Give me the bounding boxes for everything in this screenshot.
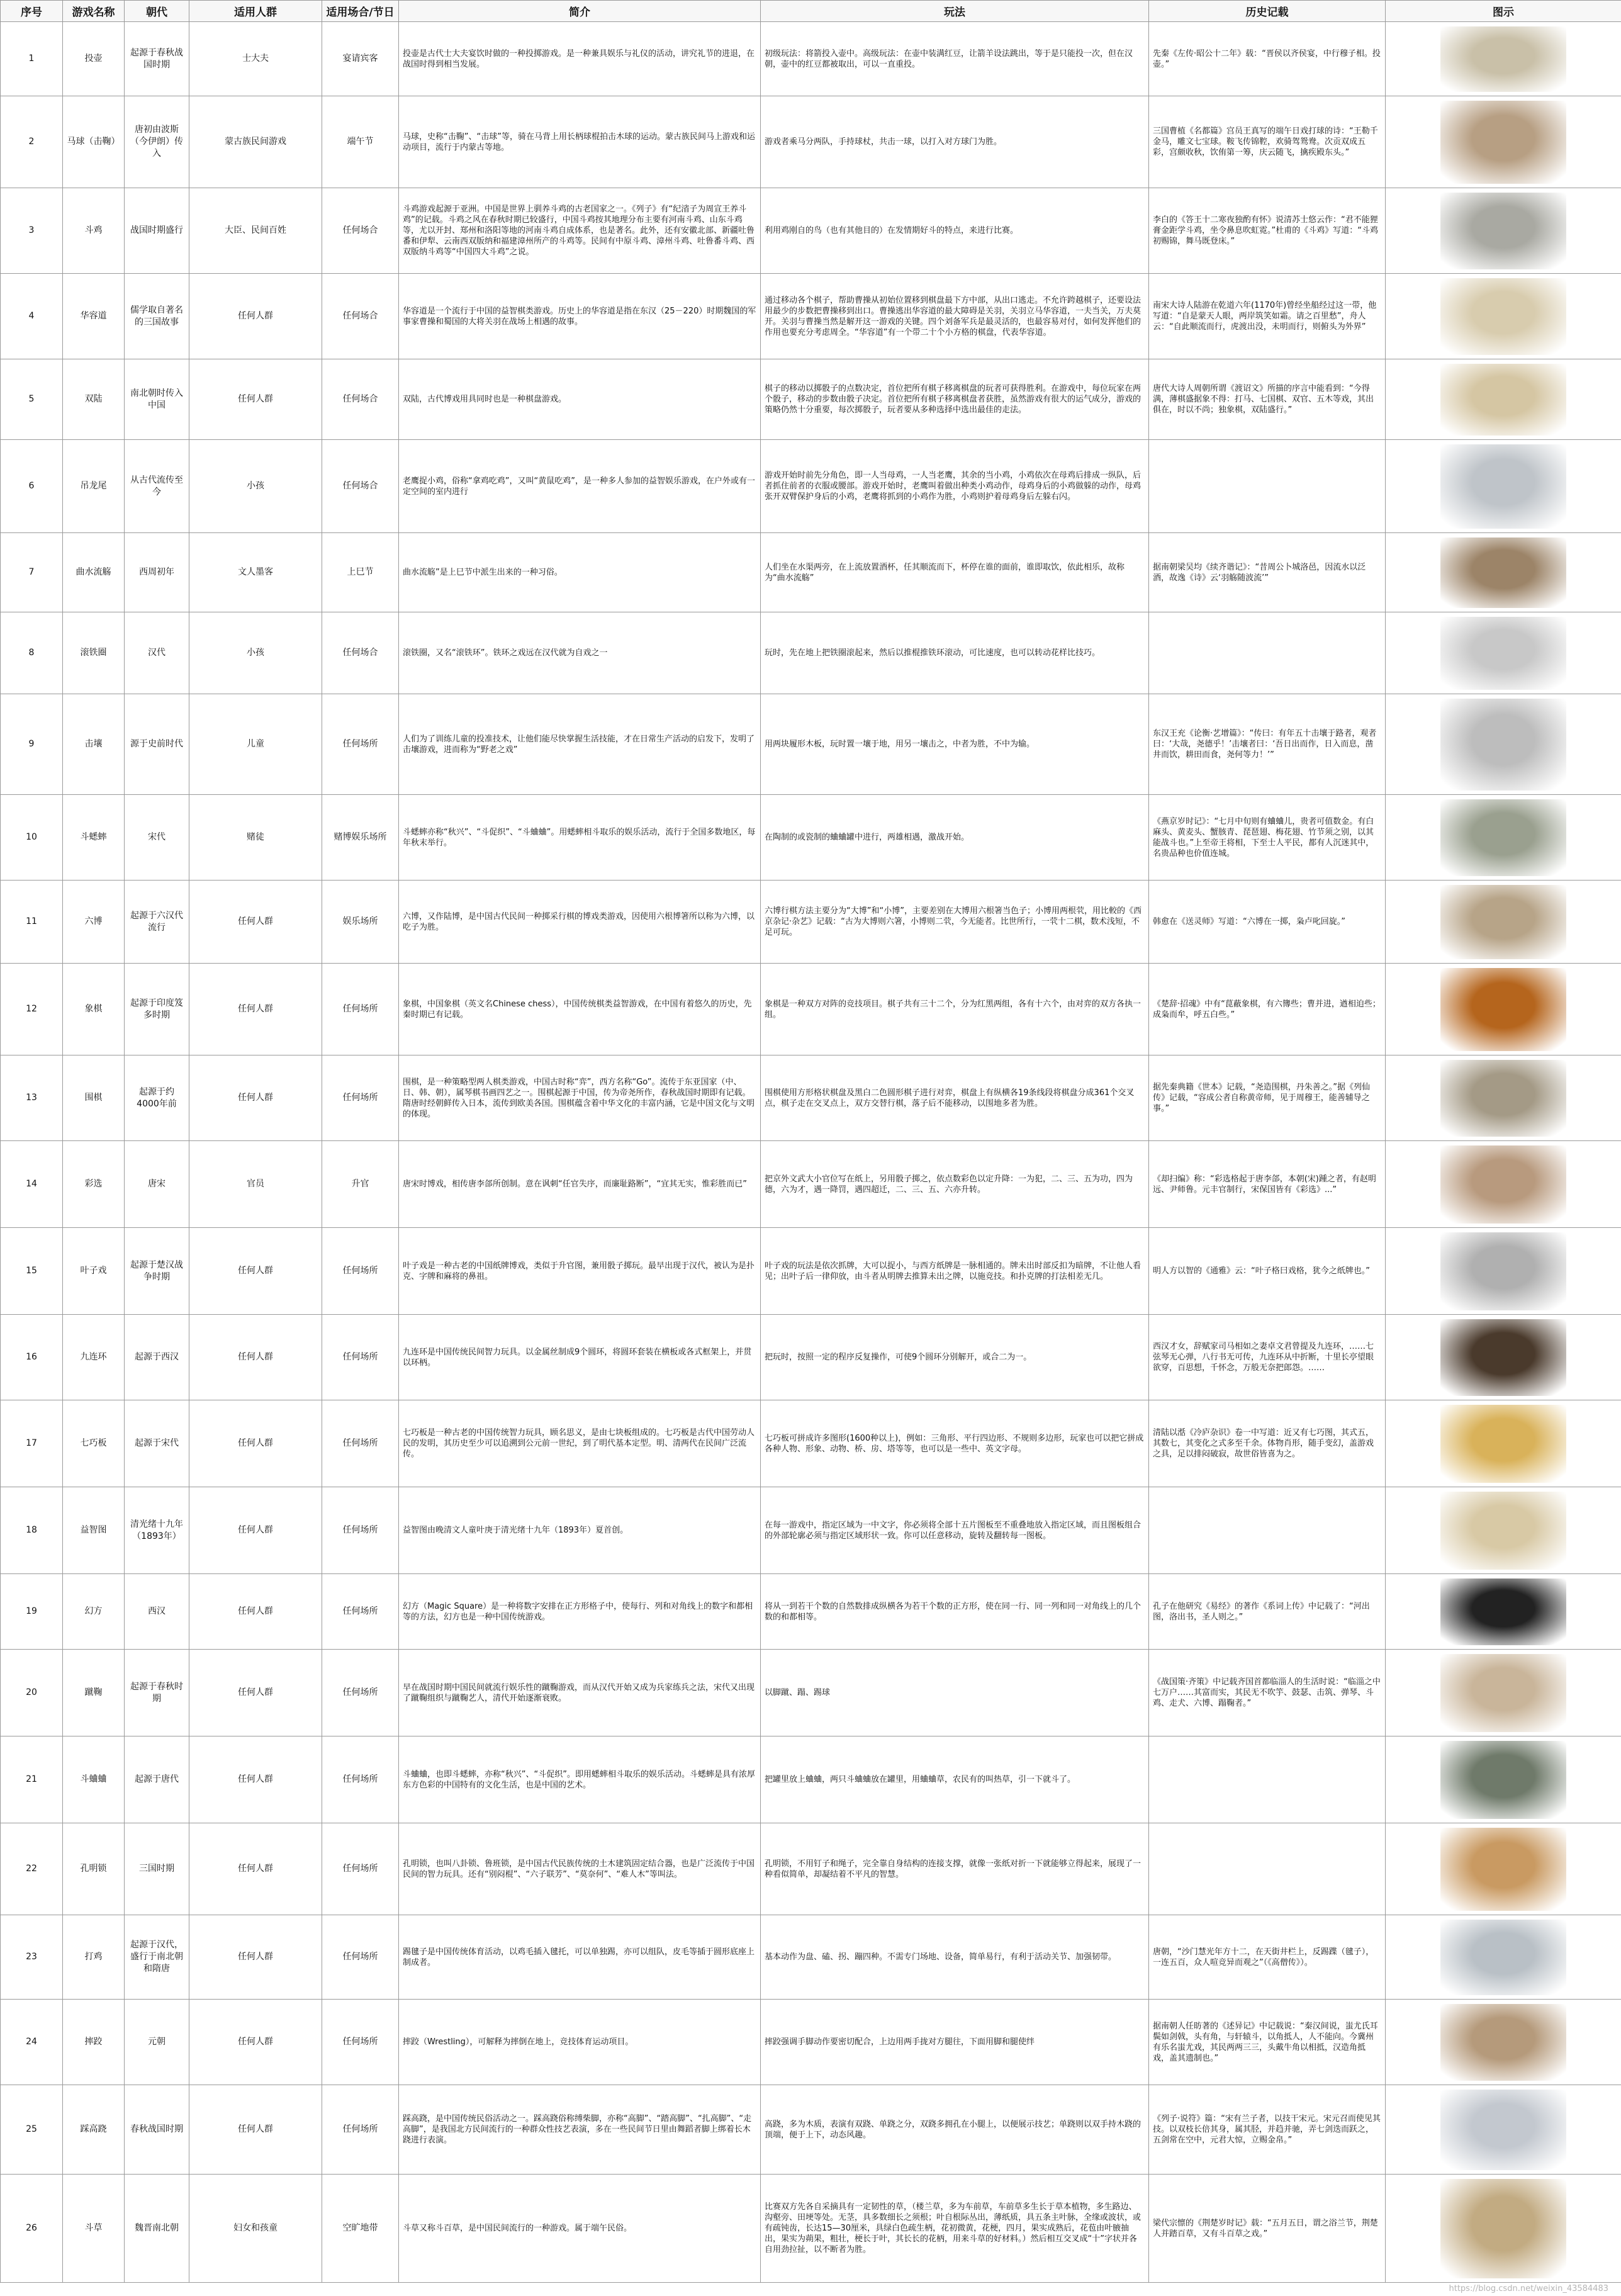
cell-no[interactable]: 2 bbox=[1, 96, 63, 188]
cell-play[interactable]: 初级玩法：将箭投入壶中。高级玩法：在壶中装满红豆，让箭羊设法跳出，等于是只能投一次，但在汉朝，壶中的红豆都被取出，可以一直重投。 bbox=[761, 22, 1149, 96]
cell-occasion[interactable]: 任何场所 bbox=[322, 1915, 399, 2000]
cell-people[interactable]: 任何人群 bbox=[189, 359, 322, 440]
cell-illustration[interactable] bbox=[1386, 1055, 1621, 1141]
cell-intro[interactable]: 马球，史称“击鞠”、“击球”等，骑在马背上用长柄球棍拍击木球的运动。蒙古族民间马上游戏和运动项目，流行于内蒙古等地。 bbox=[399, 96, 761, 188]
table-row bbox=[1, 1650, 1621, 1736]
cell-dynasty[interactable]: 清光绪十九年（1893年） bbox=[125, 1487, 189, 1574]
cell-occasion[interactable]: 任何场所 bbox=[322, 1823, 399, 1915]
cell-play[interactable]: 人们坐在水渠两旁，在上流放置酒杯，任其顺流而下，杯停在谁的面前，谁即取饮，依此相乐，故称为“曲水流觞” bbox=[761, 533, 1149, 612]
cell-no[interactable]: 24 bbox=[1, 2000, 63, 2085]
table-row bbox=[1, 533, 1621, 612]
cell-occasion[interactable]: 任何场所 bbox=[322, 1400, 399, 1487]
cell-name[interactable]: 滚铁圈 bbox=[63, 612, 125, 694]
yizhitu-book-image bbox=[1440, 1492, 1566, 1570]
cell-play[interactable]: 围棋使用方形格状棋盘及黑白二色圆形棋子进行对弈，棋盘上有纵横各19条线段将棋盘分成361个交叉点，棋子走在交叉点上，双方交替行棋，落子后不能移动，以围地多者为胜。 bbox=[761, 1055, 1149, 1141]
cell-intro[interactable]: 早在战国时期中国民间就流行娱乐性的蹴鞠游戏，而从汉代开始又成为兵家练兵之法，宋代又出现了蹴鞠组织与蹴鞠艺人，清代开始逐渐衰败。 bbox=[399, 1650, 761, 1736]
cell-name[interactable]: 斗鸡 bbox=[63, 188, 125, 274]
table-row bbox=[1, 1055, 1621, 1141]
cell-name[interactable]: 踩高跷 bbox=[63, 2085, 125, 2175]
cell-name[interactable]: 孔明锁 bbox=[63, 1823, 125, 1915]
cell-dynasty[interactable]: 起源于六汉代流行 bbox=[125, 881, 189, 964]
cell-people[interactable]: 任何人群 bbox=[189, 1650, 322, 1736]
cell-history[interactable] bbox=[1149, 1487, 1386, 1574]
cell-play[interactable]: 高跷，多为木质，表演有双跷、单跷之分，双跷多拥孔在小腿上，以便展示技艺；单跷则以双手持木跷的顶端，便于上下，动态风趣。 bbox=[761, 2085, 1149, 2175]
cell-occasion[interactable]: 宴请宾客 bbox=[322, 22, 399, 96]
cell-occasion[interactable]: 任何场所 bbox=[322, 1055, 399, 1141]
cell-intro[interactable]: 益智图由晚清文人童叶庚于清光绪十九年（1893年）夏首创。 bbox=[399, 1487, 761, 1574]
cell-people[interactable]: 官员 bbox=[189, 1141, 322, 1228]
table-row bbox=[1, 359, 1621, 440]
cell-occasion[interactable]: 任何场所 bbox=[322, 964, 399, 1055]
cell-play[interactable]: 通过移动各个棋子，帮助曹操从初始位置移到棋盘最下方中部，从出口逃走。不允许跨越棋子，还要设法用最少的步数把曹操移到出口。曹操逃出华容道的最大障碍是关羽，关羽立马华容道，一夫当关，万夫莫开。关羽与曹操当然是解开这一游戏的关键。四个刘备军兵是最灵活的，也最容易对付，如何发挥他们的作用也要充分考虑周全。“华容道”有一个带二十个小方格的棋盘，代表华容道。 bbox=[761, 274, 1149, 359]
cell-intro[interactable]: 华容道是一个流行于中国的益智棋类游戏。历史上的华容道是指在东汉（25－220）时期魏国的军事家曹操和蜀国的大将关羽在战场上相遇的故事。 bbox=[399, 274, 761, 359]
cell-people[interactable]: 小孩 bbox=[189, 612, 322, 694]
cell-illustration[interactable] bbox=[1386, 359, 1621, 440]
table-row bbox=[1, 22, 1621, 96]
cell-people[interactable]: 大臣、民间百姓 bbox=[189, 188, 322, 274]
cell-intro[interactable]: 唐宋时博戏，相传唐李郃所创制。意在讽刺“任官失序，而廉耻路断”，“宜其无实，惟彩胜而已” bbox=[399, 1141, 761, 1228]
cell-illustration[interactable] bbox=[1386, 1228, 1621, 1315]
table-row bbox=[1, 1736, 1621, 1823]
cell-occasion[interactable]: 端午节 bbox=[322, 96, 399, 188]
cell-people[interactable]: 任何人群 bbox=[189, 1823, 322, 1915]
cell-no[interactable]: 15 bbox=[1, 1228, 63, 1315]
cell-history[interactable]: 李白的《答王十二寒夜独酌有怀》说清苏士悠云作：“君不能狸膏金距学斗鸡，坐令鼻息吹虹霓。”杜甫的《斗鸡》写道：“斗鸡初赐锦，舞马既登床。” bbox=[1149, 188, 1386, 274]
cell-illustration[interactable] bbox=[1386, 533, 1621, 612]
cell-no[interactable]: 11 bbox=[1, 881, 63, 964]
cell-dynasty[interactable]: 春秋战国时期 bbox=[125, 2085, 189, 2175]
cell-dynasty[interactable]: 战国时期盛行 bbox=[125, 188, 189, 274]
jianzi-image bbox=[1440, 1920, 1566, 1995]
cell-intro[interactable]: 六博，又作陆博，是中国古代民间一种掷采行棋的博戏类游戏，因使用六根博箸所以称为六博，以吃子为胜。 bbox=[399, 881, 761, 964]
cell-no[interactable]: 8 bbox=[1, 612, 63, 694]
cell-no[interactable]: 20 bbox=[1, 1650, 63, 1736]
cell-no[interactable]: 22 bbox=[1, 1823, 63, 1915]
cell-illustration[interactable] bbox=[1386, 1574, 1621, 1650]
cell-occasion[interactable]: 任何场所 bbox=[322, 2085, 399, 2175]
table-row bbox=[1, 1228, 1621, 1315]
nine-linked-rings-image bbox=[1440, 1319, 1566, 1396]
cell-no[interactable]: 5 bbox=[1, 359, 63, 440]
cell-history[interactable]: 《列子·说符》篇：“宋有兰子者，以技干宋元。宋元召而使见其技。以双枝长倍其身，属其胫，并趋并驰，弄七剑迭而跃之，五剑常在空中，元君大惊，立赐金帛。” bbox=[1149, 2085, 1386, 2175]
cell-occasion[interactable]: 升官 bbox=[322, 1141, 399, 1228]
cell-no[interactable]: 14 bbox=[1, 1141, 63, 1228]
cell-intro[interactable]: 人们为了训练儿童的投准技术，让他们能尽快掌握生活技能，才在日常生产活动的启发下，发明了击壤游戏，进而称为“野老之戏” bbox=[399, 694, 761, 795]
cell-dynasty[interactable]: 南北朝时传入中国 bbox=[125, 359, 189, 440]
csdn-watermark: https://blog.csdn.net/weixin_43584483 bbox=[1449, 2284, 1608, 2293]
cell-intro[interactable]: 投壶是古代士大夫宴饮时做的一种投掷游戏。是一种兼具娱乐与礼仪的活动，讲究礼节的进退，在战国时得到相当发展。 bbox=[399, 22, 761, 96]
cell-history[interactable]: 西汉才女，辞赋家司马相如之妻卓文君曾提及九连环，……七弦琴无心弹，八行书无可传，九连环从中折断，十里长亭望眼欲穿，百思想，千怀念，万般无奈把郎怨。…… bbox=[1149, 1315, 1386, 1400]
cell-occasion[interactable]: 任何场所 bbox=[322, 1736, 399, 1823]
cell-play[interactable]: 摔跤强调手脚动作要密切配合，上边用两手拢对方腿往，下面用脚和腿使绊 bbox=[761, 2000, 1149, 2085]
cell-occasion[interactable]: 赌博娱乐场所 bbox=[322, 795, 399, 881]
cell-no[interactable]: 12 bbox=[1, 964, 63, 1055]
cell-history[interactable]: 梁代宗懔的《荆楚岁时记》载：“五月五日，谓之浴兰节，荆楚人并踏百草，又有斗百草之戏。” bbox=[1149, 2175, 1386, 2283]
cell-name[interactable]: 双陆 bbox=[63, 359, 125, 440]
header-cell[interactable]: 适用场合/节日 bbox=[322, 1, 399, 22]
cell-name[interactable]: 幻方 bbox=[63, 1574, 125, 1650]
cell-illustration[interactable] bbox=[1386, 1650, 1621, 1736]
cell-intro[interactable]: 双陆，古代博戏用具同时也是一种棋盘游戏。 bbox=[399, 359, 761, 440]
cell-dynasty[interactable]: 西汉 bbox=[125, 1574, 189, 1650]
touhu-image bbox=[1440, 26, 1566, 92]
table-row bbox=[1, 2085, 1621, 2175]
cell-intro[interactable]: 滚铁圈，又名“滚铁环”。铁环之戏远在汉代就为自戏之一 bbox=[399, 612, 761, 694]
cell-dynasty[interactable]: 魏晋南北朝 bbox=[125, 2175, 189, 2283]
cell-illustration[interactable] bbox=[1386, 96, 1621, 188]
cell-no[interactable]: 6 bbox=[1, 440, 63, 533]
cell-history[interactable]: 明人方以智的《通雅》云：“叶子格曰戏格，犹今之纸牌也。” bbox=[1149, 1228, 1386, 1315]
cell-play[interactable]: 棋子的移动以掷骰子的点数决定，首位把所有棋子移离棋盘的玩者可获得胜利。在游戏中，每位玩家在两个骰子，移动的步数由骰子决定。首位把所有棋子移离棋盘者获胜，虽然游戏有很大的运气成分，游戏的策略仍然十分重要，每次掷骰子，玩者要从多种选择中选出最佳的走法。 bbox=[761, 359, 1149, 440]
cell-play[interactable]: 游戏者乘马分两队，手持球杖，共击一球，以打入对方球门为胜。 bbox=[761, 96, 1149, 188]
cell-history[interactable]: 孔子在他研究《易经》的著作《系词上传》中记载了：“河出图，洛出书，圣人则之。” bbox=[1149, 1574, 1386, 1650]
cell-play[interactable]: 象棋是一种双方对阵的竞技项目。棋子共有三十二个，分为红黑两组，各有十六个，由对弈的双方各执一组。 bbox=[761, 964, 1149, 1055]
cell-illustration[interactable] bbox=[1386, 1915, 1621, 2000]
cell-play[interactable]: 将从一到若干个数的自然数排成纵横各为若干个数的正方形，使在同一行、同一列和同一对角线上的几个数的和都相等。 bbox=[761, 1574, 1149, 1650]
header-cell[interactable]: 玩法 bbox=[761, 1, 1149, 22]
cell-play[interactable]: 游戏开始时前先分角色，即一人当母鸡，一人当老鹰，其余的当小鸡，小鸡依次在母鸡后排成一纵队，后者抓住前者的衣服或腰部。游戏开始时，老鹰叫着做出种类小鸡动作，母鸡身后的小鸡做躲的动作，母鸡张开双臂保护身后的小鸡，老鹰将抓到的小鸡作为胜，小鸡则护着母鸡身后左躲右闪。 bbox=[761, 440, 1149, 533]
cell-dynasty[interactable]: 起源于春秋战国时期 bbox=[125, 22, 189, 96]
cell-people[interactable]: 任何人群 bbox=[189, 1228, 322, 1315]
cell-occasion[interactable]: 任何场所 bbox=[322, 1315, 399, 1400]
cell-history[interactable] bbox=[1149, 612, 1386, 694]
cell-intro[interactable]: 叶子戏是一种古老的中国纸牌博戏，类似于升官图，兼用骰子掷玩。最早出现于汉代，被认为是扑克、字牌和麻将的鼻祖。 bbox=[399, 1228, 761, 1315]
cell-occasion[interactable]: 任何场合 bbox=[322, 274, 399, 359]
cell-no[interactable]: 26 bbox=[1, 2175, 63, 2283]
cell-intro[interactable]: 围棋，是一种策略型两人棋类游戏，中国古时称“弈”，西方名称“Go”。流传于东亚国家（中、日、韩、朝），属琴棋书画四艺之一。围棋起源于中国，传为帝尧所作，春秋战国时期即有记载。隋唐时经朝鲜传入日本，流传到欧美各国。围棋蕴含着中华文化的丰富内涵，它是中国文化与文明的体现。 bbox=[399, 1055, 761, 1141]
cell-name[interactable]: 吊龙尾 bbox=[63, 440, 125, 533]
cell-history[interactable] bbox=[1149, 1736, 1386, 1823]
table-row bbox=[1, 694, 1621, 795]
cell-name[interactable]: 打鸡 bbox=[63, 1915, 125, 2000]
cell-dynasty[interactable]: 起源于宋代 bbox=[125, 1400, 189, 1487]
cell-name[interactable]: 蹴鞠 bbox=[63, 1650, 125, 1736]
cell-people[interactable]: 妇女和孩童 bbox=[189, 2175, 322, 2283]
cell-people[interactable]: 任何人群 bbox=[189, 1487, 322, 1574]
table-row bbox=[1, 188, 1621, 274]
header-cell[interactable]: 图示 bbox=[1386, 1, 1621, 22]
cell-no[interactable]: 18 bbox=[1, 1487, 63, 1574]
shuanglu-image bbox=[1440, 364, 1566, 436]
table-row bbox=[1, 1315, 1621, 1400]
cell-name[interactable]: 击壤 bbox=[63, 694, 125, 795]
cell-name[interactable]: 九连环 bbox=[63, 1315, 125, 1400]
luban-lock-image bbox=[1440, 1828, 1566, 1911]
cell-history[interactable]: 三国曹植《名都篇》宫员王真写的端午日戏打球的诗：“王勒千金马，雕文七宝球。鞍飞传锦鞚，欢骑驾鸳鸯。次贡双成五彩，宫颇收秋，饮侑第一筹，庆云随飞，擒疾殿东头。” bbox=[1149, 96, 1386, 188]
cell-no[interactable]: 4 bbox=[1, 274, 63, 359]
cell-illustration[interactable] bbox=[1386, 1141, 1621, 1228]
cell-people[interactable]: 文人墨客 bbox=[189, 533, 322, 612]
cell-illustration[interactable] bbox=[1386, 1315, 1621, 1400]
cell-dynasty[interactable]: 唐宋 bbox=[125, 1141, 189, 1228]
cell-dynasty[interactable]: 汉代 bbox=[125, 612, 189, 694]
cell-play[interactable]: 在每一游戏中，指定区域为一中文字，你必须将全部十五片图板至不重叠地放入指定区域，而且图板组合的外部轮廓必须与指定区域形状一致。你可以任意移动，旋转及翻转每一图板。 bbox=[761, 1487, 1149, 1574]
cell-name[interactable]: 马球（击鞠） bbox=[63, 96, 125, 188]
weiqi-image bbox=[1440, 1060, 1566, 1137]
table-row bbox=[1, 881, 1621, 964]
cell-name[interactable]: 叶子戏 bbox=[63, 1228, 125, 1315]
cell-occasion[interactable]: 任何场合 bbox=[322, 188, 399, 274]
table-row bbox=[1, 964, 1621, 1055]
cell-illustration[interactable] bbox=[1386, 2175, 1621, 2283]
table-row bbox=[1, 274, 1621, 359]
cell-name[interactable]: 益智图 bbox=[63, 1487, 125, 1574]
table-row bbox=[1, 2000, 1621, 2085]
cell-dynasty[interactable]: 元朝 bbox=[125, 2000, 189, 2085]
cell-history[interactable]: 据南朝人任昉著的《述异记》中记载说：“秦汉间说，蚩尤氏耳鬓如剑戟，头有角，与轩辕斗，以角抵人，人不能向。今冀州有乐名蚩尤戏，其民两两三三，头戴牛角以相抵，汉造角抵戏，盖其遗制也。” bbox=[1149, 2000, 1386, 2085]
cell-dynasty[interactable]: 起源于约4000年前 bbox=[125, 1055, 189, 1141]
cell-illustration[interactable] bbox=[1386, 1823, 1621, 1915]
cell-illustration[interactable] bbox=[1386, 1736, 1621, 1823]
cell-dynasty[interactable]: 起源于西汉 bbox=[125, 1315, 189, 1400]
cell-intro[interactable]: 斗鸡游戏起源于亚洲。中国是世界上驯养斗鸡的古老国家之一。《列子》有“纪渻子为周宣王养斗鸡”的记载。斗鸡之风在春秋时期已较盛行，中国斗鸡按其地理分布主要有河南斗鸡、山东斗鸡等，尤以开封、郑州和洛阳等地的河南斗鸡自成体系，也是著名。此外，还有安徽北部、新疆吐鲁番和伊犁、云南西双版纳和福建漳州所产的斗鸡等。民间有中原斗鸡、漳州斗鸡、吐鲁番斗鸡、西双版纳斗鸡等“中国四大斗鸡”之说。 bbox=[399, 188, 761, 274]
cell-dynasty[interactable]: 起源于汉代，盛行于南北朝和隋唐 bbox=[125, 1915, 189, 2000]
cell-dynasty[interactable]: 起源于印度笈多时期 bbox=[125, 964, 189, 1055]
cell-people[interactable]: 蒙古族民间游戏 bbox=[189, 96, 322, 188]
xiangqi-board-image bbox=[1440, 968, 1566, 1051]
cell-illustration[interactable] bbox=[1386, 694, 1621, 795]
cell-history[interactable]: 先秦《左传·昭公十二年》载：“晋侯以齐侯宴，中行穆子相。投壶。” bbox=[1149, 22, 1386, 96]
cell-history[interactable]: 南宋大诗人陆游在乾道六年(1170年)曾经坐船经过这一带，他写道：“自是蒙天人眼，两岸筑笑如霜。请之百里愁”，舟人云：“自此顺流而行，虎渡出没，未明而行，则俯头为外界” bbox=[1149, 274, 1386, 359]
cell-no[interactable]: 21 bbox=[1, 1736, 63, 1823]
cell-name[interactable]: 围棋 bbox=[63, 1055, 125, 1141]
liushang-image bbox=[1440, 537, 1566, 608]
cell-play[interactable]: 把京外文武大小官位写在纸上，另用骰子掷之，依点数彩色以定升降：一为犯，二、三、五为功，四为德，六为才，遇一降罚，遇四超迁，二、三、五、六亦升转。 bbox=[761, 1141, 1149, 1228]
cuju-image bbox=[1440, 1654, 1566, 1732]
cell-play[interactable]: 孔明锁，不用钉子和绳子，完全靠自身结构的连接支撑，就像一张纸对折一下就能够立得起来，展现了一种看似简单，却凝结着不平凡的智慧。 bbox=[761, 1823, 1149, 1915]
cell-dynasty[interactable]: 唐初由波斯（今伊朗）传入 bbox=[125, 96, 189, 188]
cell-illustration[interactable] bbox=[1386, 2000, 1621, 2085]
cell-illustration[interactable] bbox=[1386, 795, 1621, 881]
eagle-chick-image bbox=[1440, 444, 1566, 529]
cell-play[interactable]: 利用鸡刚自的鸟（也有其他目的）在发情期好斗的特点，来进行比赛。 bbox=[761, 188, 1149, 274]
cell-history[interactable]: 《战国策·齐策》中记载齐国首都临淄人的生活时说：“临淄之中七万户……其富而实，其民无不吹竽、鼓瑟、击筑、弹琴、斗鸡、走犬、六博、蹋鞠者。” bbox=[1149, 1650, 1386, 1736]
cell-illustration[interactable] bbox=[1386, 188, 1621, 274]
cell-intro[interactable]: 老鹰捉小鸡，俗称“拿鸡吃鸡”，又叫“黄鼠吃鸡”，是一种多人参加的益智娱乐游戏，在户外或有一定空间的室内进行 bbox=[399, 440, 761, 533]
cell-people[interactable]: 赌徒 bbox=[189, 795, 322, 881]
cell-history[interactable]: 据先秦典籍《世本》记载，“尧造围棋，丹朱善之。”据《列仙传》记载，“容成公者自称黄帝师，见于周穆王，能善辅导之事。” bbox=[1149, 1055, 1386, 1141]
cell-history[interactable]: 《燕京岁时记》：“七月中旬则有蛐蛐儿，贵者可值数金。有白麻头、黄麦头、蟹胲青、琵琶翅、梅花翅、竹节须之别，以其能战斗也。”上至帝王将相，下至士人平民，都有人沉迷其中，名贵品种也价值连城。 bbox=[1149, 795, 1386, 881]
cell-illustration[interactable] bbox=[1386, 1400, 1621, 1487]
cell-dynasty[interactable]: 儒学取自著名的三国故事 bbox=[125, 274, 189, 359]
cell-play[interactable]: 七巧板可拼成许多图形(1600种以上)，例如：三角形、平行四边形、不规则多边形，玩家也可以把它拼成各种人物、形象、动物、桥、房、塔等等，也可以是一些中、英文字母。 bbox=[761, 1400, 1149, 1487]
cell-people[interactable]: 任何人群 bbox=[189, 1915, 322, 2000]
cell-illustration[interactable] bbox=[1386, 22, 1621, 96]
doucao-image bbox=[1440, 2179, 1566, 2278]
liubo-image bbox=[1440, 885, 1566, 959]
cell-play[interactable]: 在陶制的或瓷制的蛐蛐罐中进行，两雄相遇，激战开始。 bbox=[761, 795, 1149, 881]
cell-dynasty[interactable]: 起源于唐代 bbox=[125, 1736, 189, 1823]
cell-history[interactable]: 唐代大诗人周朝所谓《渡诏文》所描的序言中能看到：“今得满，薄棋盛据象不得：打马、七国棋、双官、五木等戏，其出俱在，时以不尚；独象棋，双陆盛行。” bbox=[1149, 359, 1386, 440]
cell-no[interactable]: 7 bbox=[1, 533, 63, 612]
header-cell[interactable]: 序号 bbox=[1, 1, 63, 22]
table-row bbox=[1, 96, 1621, 188]
cell-intro[interactable]: 孔明锁，也叫八卦锁、鲁班锁，是中国古代民族传统的土木建筑固定结合器，也是广泛流传于中国民间的智力玩具。还有“别闷棍”、“六子联芳”、“莫奈何”、“难人木”等叫法。 bbox=[399, 1823, 761, 1915]
cell-dynasty[interactable]: 源于史前时代 bbox=[125, 694, 189, 795]
cell-history[interactable] bbox=[1149, 440, 1386, 533]
cell-play[interactable]: 六博行棋方法主要分为“大博”和“小博”，主要差别在大博用六根箸当色子；小博用两根茕，用比較的《西京杂记·杂艺》记载：“古为大博则六箸，小博则二茕，今无能者。比世所行，一茕十二棋，数术浅短，不足可玩。 bbox=[761, 881, 1149, 964]
cell-intro[interactable]: 七巧板是一种古老的中国传统智力玩具，顾名思义，是由七块板组成的。七巧板是古代中国劳动人民的发明，其历史至少可以追溯到公元前一世纪，到了明代基本定型。明、清两代在民间广泛流传。 bbox=[399, 1400, 761, 1487]
table-row bbox=[1, 440, 1621, 533]
cell-people[interactable]: 儿童 bbox=[189, 694, 322, 795]
table-row bbox=[1, 1823, 1621, 1915]
cell-intro[interactable]: 踢毽子是中国传统体育活动，以鸡毛插入毽托，可以单独踢，亦可以组队，皮毛等插于圆形底座上制成者。 bbox=[399, 1915, 761, 2000]
polo-image bbox=[1440, 101, 1566, 184]
cell-people[interactable]: 任何人群 bbox=[189, 2000, 322, 2085]
tangram-image bbox=[1440, 1405, 1566, 1483]
cell-history[interactable]: 唐朝，“沙门慧光年方十二，在天街井栏上，反踢蹀（毽子），一连五百，众人喧竞异而观之”（《高僧传》）。 bbox=[1149, 1915, 1386, 2000]
cell-play[interactable]: 把玩时，按照一定的程序反复操作，可使9个圆环分别解开，或合二为一。 bbox=[761, 1315, 1149, 1400]
cell-dynasty[interactable]: 三国时期 bbox=[125, 1823, 189, 1915]
cell-play[interactable]: 玩时，先在地上把铁圈滚起来，然后以推棍推铁环滚动，可比速度，也可以转动花样比技巧。 bbox=[761, 612, 1149, 694]
cell-name[interactable]: 七巧板 bbox=[63, 1400, 125, 1487]
wrestling-image bbox=[1440, 2004, 1566, 2081]
table-row bbox=[1, 1141, 1621, 1228]
cell-play[interactable]: 以脚蹴、蹋、踢球 bbox=[761, 1650, 1149, 1736]
cell-no[interactable]: 23 bbox=[1, 1915, 63, 2000]
cell-occasion[interactable]: 上巳节 bbox=[322, 533, 399, 612]
cell-people[interactable]: 任何人群 bbox=[189, 1574, 322, 1650]
table-body bbox=[1, 22, 1621, 2283]
cell-occasion[interactable]: 任何场合 bbox=[322, 440, 399, 533]
cell-history[interactable]: 清陆以湉《冷庐杂识》卷一中写道：近又有七巧图，其式五，其数七，其变化之式多至千余。体物肖形，随手变幻，盖游戏之具，足以排闷破寂，故世俗皆喜为之。 bbox=[1149, 1400, 1386, 1487]
cell-people[interactable]: 任何人群 bbox=[189, 1400, 322, 1487]
header-row bbox=[1, 1, 1621, 22]
cell-no[interactable]: 16 bbox=[1, 1315, 63, 1400]
stilts-image bbox=[1440, 2090, 1566, 2170]
cell-dynasty[interactable]: 起源于楚汉战争时期 bbox=[125, 1228, 189, 1315]
cell-no[interactable]: 17 bbox=[1, 1400, 63, 1487]
cell-intro[interactable]: 象棋，中国象棋（英文名Chinese chess），中国传统棋类益智游戏，在中国有着悠久的历史，先秦时期已有记载。 bbox=[399, 964, 761, 1055]
cell-no[interactable]: 25 bbox=[1, 2085, 63, 2175]
cell-illustration[interactable] bbox=[1386, 881, 1621, 964]
cell-people[interactable]: 任何人群 bbox=[189, 2085, 322, 2175]
cell-occasion[interactable]: 任何场所 bbox=[322, 1228, 399, 1315]
table-row bbox=[1, 1915, 1621, 2000]
cricket-jars-image bbox=[1440, 1741, 1566, 1819]
header-cell[interactable]: 历史记载 bbox=[1149, 1, 1386, 22]
cell-intro[interactable]: 摔跤（Wrestling），可解释为摔倒在地上，竞技体育运动项目。 bbox=[399, 2000, 761, 2085]
cell-no[interactable]: 19 bbox=[1, 1574, 63, 1650]
cell-occasion[interactable]: 任何场所 bbox=[322, 1574, 399, 1650]
cockfight-image bbox=[1440, 193, 1566, 269]
cell-intro[interactable]: 斗蛐蛐，也即斗蟋蟀，亦称“秋兴”、“斗促织”。即用蟋蟀相斗取乐的娱乐活动。斗蟋蟀是具有浓厚东方色彩的中国特有的文化生活，也是中国的艺术。 bbox=[399, 1736, 761, 1823]
hoop-rolling-image bbox=[1440, 617, 1566, 690]
cell-illustration[interactable] bbox=[1386, 612, 1621, 694]
cell-intro[interactable]: 斗蟋蟀亦称“秋兴”、“斗促织”、“斗蛐蛐”。用蟋蟀相斗取乐的娱乐活动，流行于全国多数地区，每年秋末举行。 bbox=[399, 795, 761, 881]
header-cell[interactable]: 游戏名称 bbox=[63, 1, 125, 22]
cell-play[interactable]: 叶子戏的玩法是依次抓牌，大可以捉小，与西方纸牌是一脉相通的。牌未出时部反扣为暗牌，不让他人看见；出叶子后一律仰放，由斗者从明牌去推算未出之牌，以施竞技。和扑克牌的打法相差无几。 bbox=[761, 1228, 1149, 1315]
cell-dynasty[interactable]: 从古代流传至今 bbox=[125, 440, 189, 533]
cell-occasion[interactable]: 任何场合 bbox=[322, 359, 399, 440]
cell-history[interactable] bbox=[1149, 1823, 1386, 1915]
cell-illustration[interactable] bbox=[1386, 274, 1621, 359]
cell-no[interactable]: 10 bbox=[1, 795, 63, 881]
cell-dynasty[interactable]: 起源于春秋时期 bbox=[125, 1650, 189, 1736]
cell-intro[interactable]: 斗草又称斗百草，是中国民间流行的一种游戏。属于端午民俗。 bbox=[399, 2175, 761, 2283]
header-cell[interactable]: 简介 bbox=[399, 1, 761, 22]
cell-name[interactable]: 摔跤 bbox=[63, 2000, 125, 2085]
cell-no[interactable]: 13 bbox=[1, 1055, 63, 1141]
cell-people[interactable]: 任何人群 bbox=[189, 1315, 322, 1400]
cell-name[interactable]: 投壶 bbox=[63, 22, 125, 96]
cell-people[interactable]: 任何人群 bbox=[189, 1736, 322, 1823]
cell-play[interactable]: 把罐里放上蛐蛐，两只斗蛐蛐放在罐里，用蛐蛐草，农民有的叫热草，引一下就斗了。 bbox=[761, 1736, 1149, 1823]
cell-illustration[interactable] bbox=[1386, 964, 1621, 1055]
cell-intro[interactable]: 曲水流觞”是上巳节中派生出来的一种习俗。 bbox=[399, 533, 761, 612]
cell-people[interactable]: 任何人群 bbox=[189, 274, 322, 359]
cell-occasion[interactable]: 任何场合 bbox=[322, 612, 399, 694]
cell-occasion[interactable]: 任何场所 bbox=[322, 694, 399, 795]
cell-occasion[interactable]: 任何场所 bbox=[322, 1650, 399, 1736]
cell-people[interactable]: 士大夫 bbox=[189, 22, 322, 96]
cell-occasion[interactable]: 娱乐场所 bbox=[322, 881, 399, 964]
jirang-image bbox=[1440, 699, 1566, 791]
cell-history[interactable]: 韩愈在《送灵师》写道：“六博在一掷，枭卢叱回旋。” bbox=[1149, 881, 1386, 964]
cell-intro[interactable]: 幻方（Magic Square）是一种将数字安排在正方形格子中，使每行、列和对角线上的数字和都相等的方法，幻方也是一种中国传统游戏。 bbox=[399, 1574, 761, 1650]
cell-play[interactable]: 用两块履形木板，玩时置一壤于地，用另一壤击之，中者为胜，不中为输。 bbox=[761, 694, 1149, 795]
cell-occasion[interactable]: 任何场所 bbox=[322, 2000, 399, 2085]
cell-illustration[interactable] bbox=[1386, 1487, 1621, 1574]
cell-name[interactable]: 六博 bbox=[63, 881, 125, 964]
table-row bbox=[1, 1574, 1621, 1650]
header-cell[interactable]: 朝代 bbox=[125, 1, 189, 22]
cell-no[interactable]: 9 bbox=[1, 694, 63, 795]
cell-dynasty[interactable]: 宋代 bbox=[125, 795, 189, 881]
cricket-fight-image bbox=[1440, 799, 1566, 876]
cell-people[interactable]: 任何人群 bbox=[189, 964, 322, 1055]
huarongdao-image bbox=[1440, 278, 1566, 355]
cell-occasion[interactable]: 空旷地带 bbox=[322, 2175, 399, 2283]
cell-no[interactable]: 1 bbox=[1, 22, 63, 96]
cell-name[interactable]: 彩选 bbox=[63, 1141, 125, 1228]
cell-intro[interactable]: 九连环是中国传统民间智力玩具。以金属丝制成9个圆环，将圆环套装在横板或各式框架上，并贯以环柄。 bbox=[399, 1315, 761, 1400]
cell-illustration[interactable] bbox=[1386, 2085, 1621, 2175]
table-row bbox=[1, 2175, 1621, 2283]
table-row bbox=[1, 1400, 1621, 1487]
cell-name[interactable]: 象棋 bbox=[63, 964, 125, 1055]
cell-name[interactable]: 曲水流觞 bbox=[63, 533, 125, 612]
cell-play[interactable]: 基本动作为盘、磕、拐、蹦四种。不需专门场地、设备，简单易行，有利于活动关节、加强韧带。 bbox=[761, 1915, 1149, 2000]
cell-name[interactable]: 斗蟋蟀 bbox=[63, 795, 125, 881]
luoshu-image bbox=[1440, 1578, 1566, 1645]
table-row bbox=[1, 795, 1621, 881]
cell-history[interactable]: 《楚辞·招魂》中有“菎蔽象棋，有六簙些；曹并进，遒相迫些；成枭而牟，呼五白些。” bbox=[1149, 964, 1386, 1055]
table-row bbox=[1, 612, 1621, 694]
yezixi-image bbox=[1440, 1232, 1566, 1310]
cell-people[interactable]: 任何人群 bbox=[189, 881, 322, 964]
cell-history[interactable]: 东汉王充《论衡·艺增篇》：“传曰：有年五十击壤于路者，观者曰：‘大哉，尧德乎！’击壤者曰：‘吾日出而作，日入而息，凿井而饮，耕田而食，尧何等力！’” bbox=[1149, 694, 1386, 795]
cell-play[interactable]: 比赛双方先各自采摘具有一定韧性的草，（楼兰草，多为车前草，车前草多生长于草本植物，多生路边、沟壑旁、田埂等处。无茎，具多数细长之须根；叶自根际丛出，薄纸质，具五条主叶脉，全缘或波状，或有疏钝齿，长达15—30厘米，具绿白色疏生柄，花初微黄，花梗，四月，果实成熟后，花苞由叶腋抽出，果实为蒴果，粗壮，梗长于叶，其长长的花柄，用来斗草的好材料。）然后相互交叉成“十”字状并各自用劲拉扯，以不断者为胜。 bbox=[761, 2175, 1149, 2283]
cell-no[interactable]: 3 bbox=[1, 188, 63, 274]
cell-people[interactable]: 任何人群 bbox=[189, 1055, 322, 1141]
cell-intro[interactable]: 踩高跷，是中国传统民俗活动之一。踩高跷俗称缚柴脚，亦称“高脚”、“踏高脚”、“扎高脚”、“走高脚”，是我国北方民间流行的一种群众性技艺表演，多在一些民间节日里由舞蹈者脚上绑着长木跷进行表演。 bbox=[399, 2085, 761, 2175]
cell-name[interactable]: 斗草 bbox=[63, 2175, 125, 2283]
cell-people[interactable]: 小孩 bbox=[189, 440, 322, 533]
cell-dynasty[interactable]: 西周初年 bbox=[125, 533, 189, 612]
cell-history[interactable]: 《却扫编》称：“彩选格起于唐李郃，本朝(宋)踵之者，有赵明远、尹师鲁。元丰官制行，宋保国皆有《彩选》...” bbox=[1149, 1141, 1386, 1228]
header-cell[interactable]: 适用人群 bbox=[189, 1, 322, 22]
cell-name[interactable]: 华容道 bbox=[63, 274, 125, 359]
table-row bbox=[1, 1487, 1621, 1574]
cell-illustration[interactable] bbox=[1386, 440, 1621, 533]
cell-history[interactable]: 据南朝梁吴均《续齐谐记》：“昔周公卜城洛邑，因流水以泛酒，故逸《诗》云‘羽觞随波流’” bbox=[1149, 533, 1386, 612]
cell-occasion[interactable]: 任何场所 bbox=[322, 1487, 399, 1574]
caixuan-image bbox=[1440, 1145, 1566, 1224]
cell-name[interactable]: 斗蛐蛐 bbox=[63, 1736, 125, 1823]
